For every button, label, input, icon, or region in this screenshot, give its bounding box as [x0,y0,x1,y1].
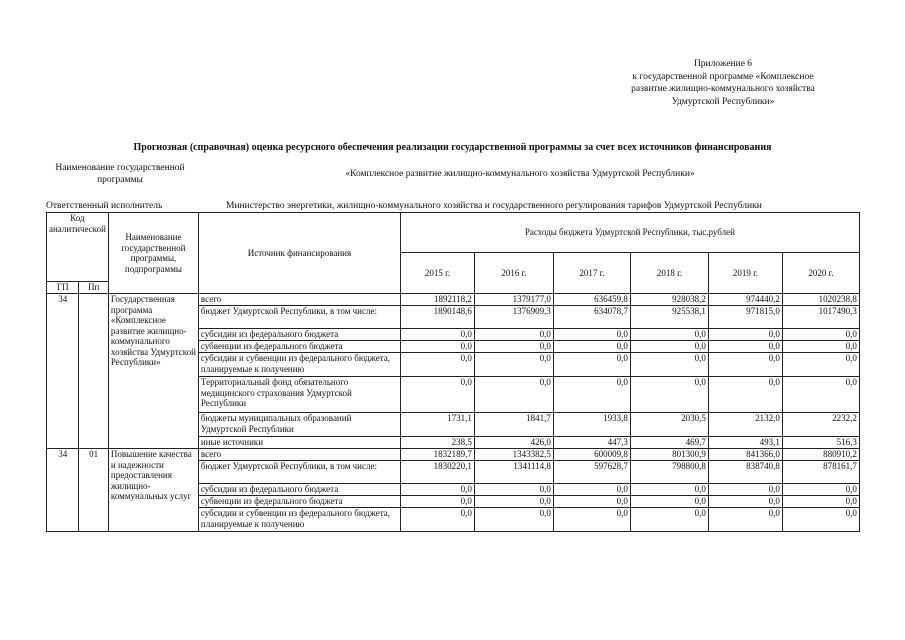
value-cell: 0,0 [400,496,474,508]
value-cell: 0,0 [553,496,630,508]
value-cell: 1890148,6 [400,306,474,329]
source-cell: субсидии из федерального бюджета [198,484,400,496]
source-cell: субсидии и субвенции из федерального бюджета, планируемые к получению [198,353,400,377]
value-cell: 0,0 [630,484,708,496]
header-year: 2019 г. [708,253,782,294]
header-year: 2017 г. [553,253,630,294]
value-cell: 1841,7 [474,413,553,437]
value-cell: 925538,1 [630,306,708,329]
source-cell: иные источники [198,437,400,449]
value-cell: 426,0 [474,437,553,449]
source-cell: всего [198,294,400,306]
value-cell: 2030,5 [630,413,708,437]
program-name: «Комплексное развитие жилищно-коммунального хозяйства Удмуртской Республики» [345,169,695,179]
value-cell: 880910,2 [782,449,859,461]
table-header [47,213,860,294]
value-cell: 0,0 [782,508,859,532]
value-cell: 636459,8 [553,294,630,306]
value-cell: 469,7 [630,437,708,449]
value-cell: 0,0 [474,377,553,413]
value-cell: 2232,2 [782,413,859,437]
code-pp [79,294,109,449]
value-cell: 0,0 [553,377,630,413]
appendix-line-3: развитие жилищно-коммунального хозяйства [631,84,815,94]
value-cell: 597628,7 [553,461,630,484]
program-name-cell: Государственная программа «Комплексное развитие жилищно-коммунального хозяйства Удмуртской Республики» [108,294,198,449]
value-cell: 0,0 [400,341,474,353]
value-cell: 1379177,0 [474,294,553,306]
value-cell: 1830220,1 [400,461,474,484]
value-cell: 0,0 [553,341,630,353]
value-cell: 0,0 [630,329,708,341]
value-cell: 0,0 [553,329,630,341]
value-cell: 0,0 [630,353,708,377]
value-cell: 1341114,8 [474,461,553,484]
table-row [47,449,860,461]
value-cell: 1017490,3 [782,306,859,329]
value-cell: 0,0 [782,484,859,496]
value-cell: 0,0 [782,353,859,377]
value-cell: 0,0 [474,508,553,532]
table-row [47,294,860,306]
value-cell: 1376909,3 [474,306,553,329]
value-cell: 1020238,8 [782,294,859,306]
value-cell: 974440,2 [708,294,782,306]
value-cell: 600009,8 [553,449,630,461]
value-cell: 0,0 [400,329,474,341]
header-program-name: Наименование государственной программы, подпрограммы [108,213,198,294]
value-cell: 0,0 [474,496,553,508]
header-expenses: Расходы бюджета Удмуртской Республики, тыс.рублей [400,213,859,253]
funding-table [46,212,860,532]
source-cell: субвенции из федерального бюджета [198,341,400,353]
program-label [40,162,200,186]
value-cell: 0,0 [474,341,553,353]
value-cell: 0,0 [782,496,859,508]
responsible-name: Министерство энергетики, жилищно-коммунального хозяйства и государственного регулирования тарифов Удмуртской Республики [226,201,762,211]
value-cell: 0,0 [708,484,782,496]
header-year: 2015 г. [400,253,474,294]
value-cell: 447,3 [553,437,630,449]
value-cell: 0,0 [630,496,708,508]
value-cell: 0,0 [708,508,782,532]
responsible-label: Ответственный исполнитель [46,201,163,211]
source-cell: всего [198,449,400,461]
value-cell: 493,1 [708,437,782,449]
header-year: 2018 г. [630,253,708,294]
header-source: Источник финансирования [198,213,400,294]
value-cell: 1832189,7 [400,449,474,461]
header-gp: ГП [47,282,79,294]
value-cell: 0,0 [630,341,708,353]
appendix-note [613,58,833,108]
value-cell: 1892118,2 [400,294,474,306]
value-cell: 0,0 [400,484,474,496]
value-cell: 1933,8 [553,413,630,437]
source-cell: бюджет Удмуртской Республики, в том числе: [198,306,400,329]
value-cell: 841366,0 [708,449,782,461]
value-cell: 238,5 [400,437,474,449]
value-cell: 0,0 [708,377,782,413]
value-cell: 0,0 [474,484,553,496]
value-cell: 0,0 [553,353,630,377]
appendix-line-2: к государственной программе «Комплексное [632,71,814,82]
source-cell: субсидии из федерального бюджета [198,329,400,341]
value-cell: 878161,7 [782,461,859,484]
value-cell: 798800,8 [630,461,708,484]
appendix-line-4: Удмуртской Республики» [671,96,775,107]
header-code: Код аналитической [47,213,109,282]
document-title: Прогнозная (справочная) оценка ресурсного обеспечения реализации государственной программы за счет всех источников финансирования [133,142,772,153]
program-label-line-2: программы [97,175,143,185]
code-gp: 34 [47,449,79,532]
code-pp: 01 [79,449,109,532]
header-pp: Пп [79,282,109,294]
value-cell: 0,0 [630,377,708,413]
source-cell: бюджет Удмуртской Республики, в том числе: [198,461,400,484]
value-cell: 0,0 [474,329,553,341]
value-cell: 0,0 [400,377,474,413]
value-cell: 0,0 [400,508,474,532]
header-year: 2020 г. [782,253,859,294]
value-cell: 928038,2 [630,294,708,306]
value-cell: 0,0 [553,484,630,496]
value-cell: 0,0 [708,329,782,341]
value-cell: 0,0 [400,353,474,377]
source-cell: Территориальный фонд обязательного медицинского страхования Удмуртской Республики [198,377,400,413]
header-year: 2016 г. [474,253,553,294]
table-body [47,294,860,532]
value-cell: 0,0 [708,496,782,508]
value-cell: 838740,8 [708,461,782,484]
value-cell: 2132,0 [708,413,782,437]
value-cell: 0,0 [708,341,782,353]
value-cell: 0,0 [630,508,708,532]
value-cell: 0,0 [474,353,553,377]
value-cell: 801300,9 [630,449,708,461]
appendix-line-1: Приложение 6 [693,59,753,69]
code-gp: 34 [47,294,79,449]
value-cell: 0,0 [782,341,859,353]
source-cell: бюджеты муниципальных образований Удмуртской Республики [198,413,400,437]
source-cell: субвенции из федерального бюджета [198,496,400,508]
value-cell: 634078,7 [553,306,630,329]
program-label-line-1: Наименование государственной [55,163,185,173]
value-cell: 516,3 [782,437,859,449]
value-cell: 971815,0 [708,306,782,329]
program-name-cell: Повышение качества и надежности предоставления жилищно-коммунальных услуг [108,449,198,532]
value-cell: 1731,1 [400,413,474,437]
value-cell: 0,0 [782,377,859,413]
value-cell: 0,0 [708,353,782,377]
value-cell: 0,0 [553,508,630,532]
value-cell: 1343382,5 [474,449,553,461]
source-cell: субсидии и субвенции из федерального бюджета, планируемые к получению [198,508,400,532]
value-cell: 0,0 [782,329,859,341]
